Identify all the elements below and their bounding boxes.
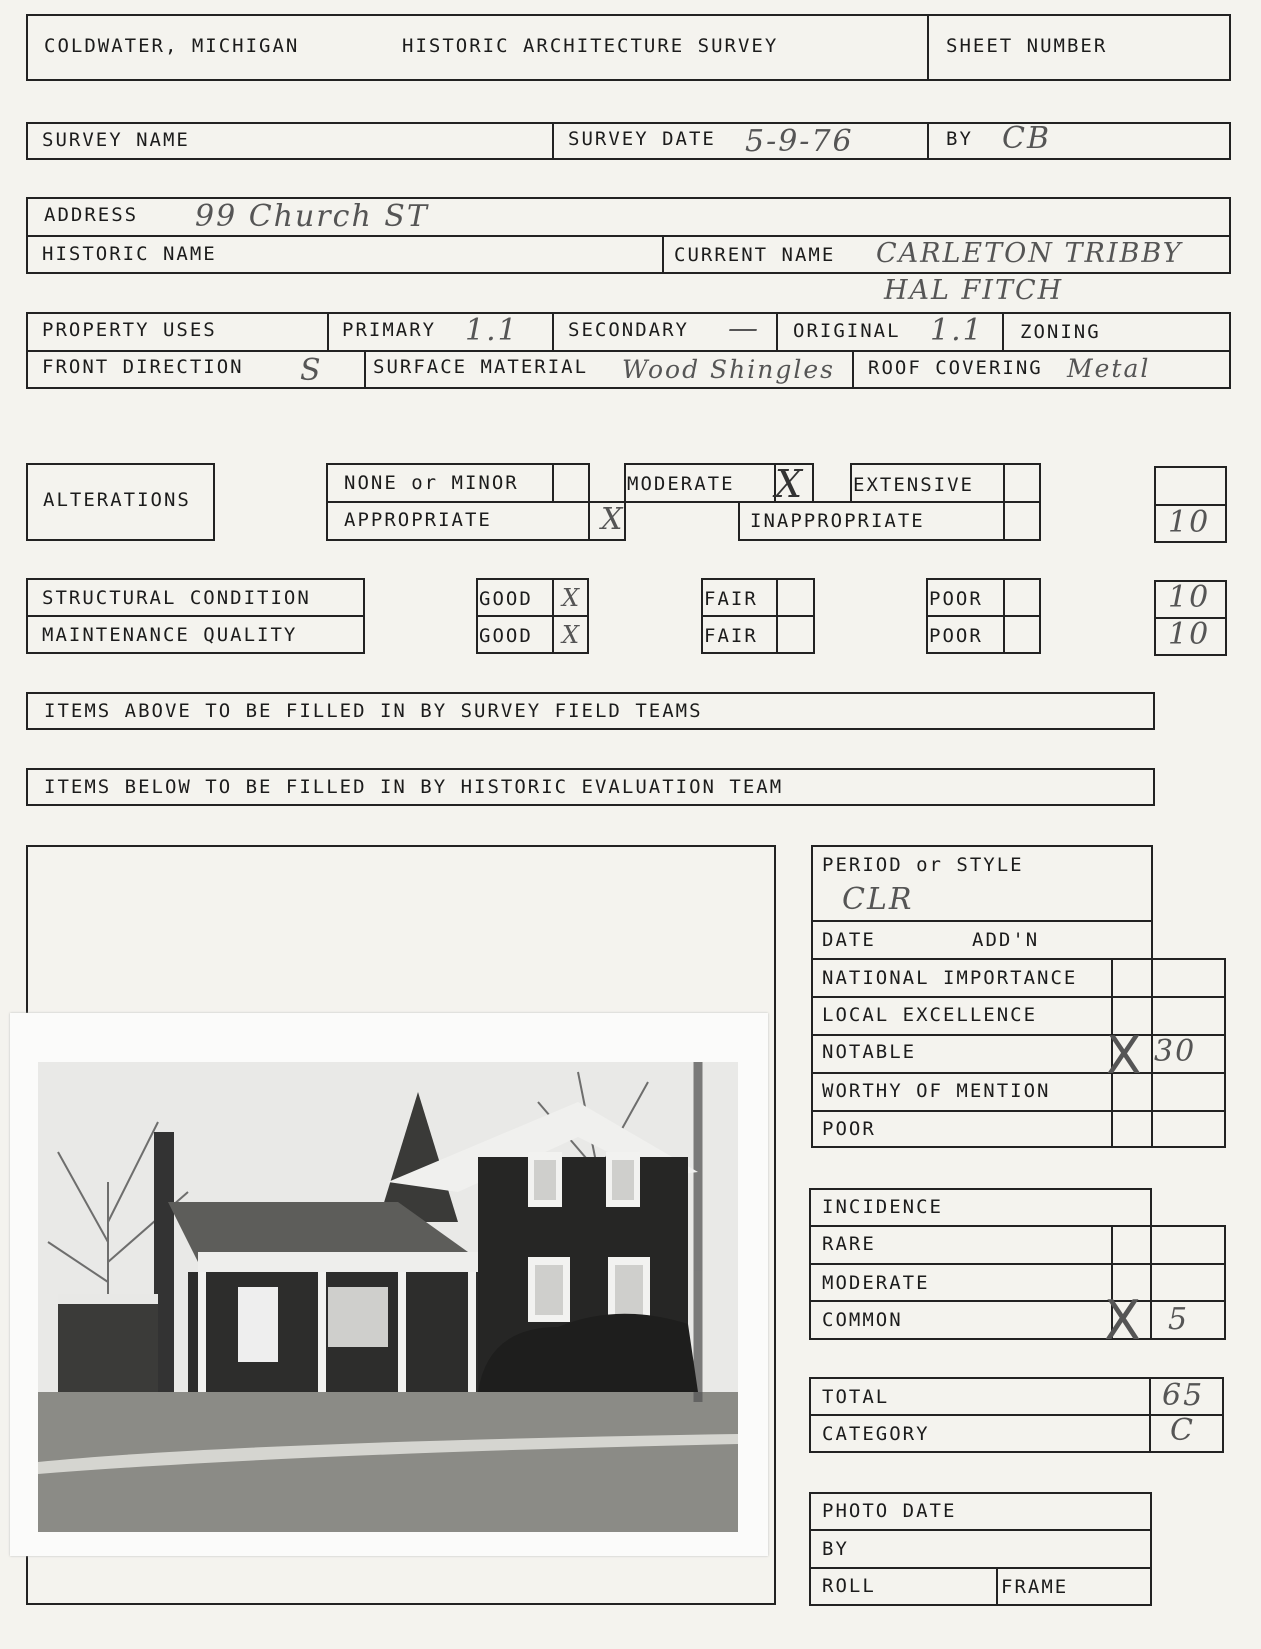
national-importance-label: NATIONAL IMPORTANCE [822,967,1078,989]
survey-date-value: 5-9-76 [745,124,854,159]
photo-info-line-1 [809,1529,1152,1531]
category-label: CATEGORY [822,1423,930,1445]
house-photograph [10,1013,768,1556]
poor-label-maintenance: POOR [929,625,983,647]
survey-name-label: SURVEY NAME [42,129,190,151]
front-direction-label: FRONT DIRECTION [42,356,244,378]
roof-covering-label: ROOF COVERING [868,357,1043,379]
structural-good-mark: X [562,584,582,612]
items-below-note: ITEMS BELOW TO BE FILLED IN BY HISTORIC EVALUATION TEAM [44,776,784,798]
local-excellence-label: LOCAL EXCELLENCE [822,1004,1038,1026]
survey-by-label: BY [946,128,973,150]
moderate-mark: X [775,462,805,506]
total-score-divider [1149,1377,1151,1453]
poor-divider [926,615,1041,617]
prop-div-3 [776,312,778,350]
poor-label-structural: POOR [929,588,983,610]
imp-line-2 [811,996,1226,998]
total-value: 65 [1162,1378,1205,1413]
none-minor-label: NONE or MINOR [344,472,519,494]
survey-divider-2 [927,122,929,160]
sheet-number-label: SHEET NUMBER [946,35,1108,57]
original-label: ORIGINAL [793,320,901,342]
fair-divider [701,615,815,617]
prop-div-2 [552,312,554,350]
current-name-value-2: HAL FITCH [884,275,1064,306]
maintenance-quality-label: MAINTENANCE QUALITY [42,624,298,646]
photo-date-label: PHOTO DATE [822,1500,957,1522]
survey-divider-1 [552,122,554,160]
inc-line-1 [809,1225,1224,1227]
roof-covering-value: Metal [1067,354,1151,383]
total-divider [809,1414,1224,1416]
notable-mark: X [1106,1026,1144,1086]
structural-score: 10 [1168,580,1211,615]
items-above-note: ITEMS ABOVE TO BE FILLED IN BY SURVEY FIELD TEAMS [44,700,703,722]
imp-line-5 [811,1110,1226,1112]
notable-label: NOTABLE [822,1041,917,1063]
inc-line-3 [809,1300,1224,1302]
inc-line-2 [809,1263,1224,1265]
survey-by-value: CB [1002,121,1051,156]
appropriate-mark: X [601,502,625,537]
none-minor-check-divider [552,463,554,503]
photo-by-label: BY [822,1538,849,1560]
property-uses-label: PROPERTY USES [42,319,217,341]
alterations-score: 10 [1168,505,1211,540]
form-title: HISTORIC ARCHITECTURE SURVEY [402,35,779,57]
property-divider [26,350,1231,352]
fair-label-structural: FAIR [704,588,758,610]
date-label: DATE [822,929,876,951]
address-value: 99 Church ST [195,199,429,234]
imp-line-6 [1111,1146,1226,1148]
moderate-label: MODERATE [627,473,735,495]
maintenance-score: 10 [1168,617,1211,652]
imp-score-right [1224,958,1226,1148]
condition-label-divider [26,615,365,617]
current-name-value-1: CARLETON TRIBBY [876,238,1183,269]
fair-check-divider [776,578,778,654]
moderate-incidence-label: MODERATE [822,1272,930,1294]
house-photo-illustration [38,1062,738,1532]
total-label: TOTAL [822,1386,890,1408]
incidence-label: INCIDENCE [822,1196,943,1218]
common-mark: X [1104,1289,1143,1352]
surface-material-value: Wood Shingles [622,355,835,384]
common-score: 5 [1168,1302,1190,1337]
photo-info-line-2 [809,1567,1152,1569]
address-label: ADDRESS [44,204,139,226]
surface-material-label: SURFACE MATERIAL [373,356,589,378]
prop-div-1 [327,312,329,350]
roll-frame-divider [996,1567,998,1606]
inc-score-right [1224,1225,1226,1340]
city-label: COLDWATER, MICHIGAN [44,35,300,57]
prop-div-6 [852,350,854,389]
addn-label: ADD'N [972,929,1040,951]
secondary-label: SECONDARY [568,319,689,341]
primary-value: 1.1 [465,313,519,348]
historic-name-label: HISTORIC NAME [42,243,217,265]
zoning-label: ZONING [1020,321,1101,343]
current-name-divider [662,235,664,274]
alterations-label: ALTERATIONS [43,489,191,511]
poor-eval-label: POOR [822,1118,876,1140]
period-label: PERIOD or STYLE [822,854,1024,876]
inappropriate-label: INAPPROPRIATE [750,510,925,532]
structural-condition-label: STRUCTURAL CONDITION [42,587,311,609]
extensive-label: EXTENSIVE [853,474,974,496]
address-divider [26,235,1231,237]
frame-label: FRAME [1001,1576,1069,1598]
poor-check-divider [1003,578,1005,654]
appropriate-check-divider [588,501,590,541]
current-name-label: CURRENT NAME [674,244,836,266]
good-label-maintenance: GOOD [479,625,533,647]
primary-label: PRIMARY [342,319,437,341]
fair-label-maintenance: FAIR [704,625,758,647]
good-divider [476,615,589,617]
good-check-divider [552,578,554,654]
maintenance-good-mark: X [562,621,582,649]
rare-label: RARE [822,1233,876,1255]
header-divider [927,14,929,81]
category-value: C [1170,1413,1195,1448]
survey-date-label: SURVEY DATE [568,128,716,150]
period-value: CLR [842,882,914,917]
imp-line-1 [811,958,1226,960]
prop-div-4 [1002,312,1004,350]
imp-line-4 [811,1072,1226,1074]
common-label: COMMON [822,1309,903,1331]
prop-div-5 [364,350,366,389]
front-direction-value: S [300,353,323,388]
appropriate-label: APPROPRIATE [344,509,492,531]
worthy-label: WORTHY OF MENTION [822,1080,1051,1102]
good-label-structural: GOOD [479,588,533,610]
secondary-value: — [728,311,760,346]
original-value: 1.1 [930,313,984,348]
notable-score: 30 [1154,1034,1197,1069]
roll-label: ROLL [822,1575,876,1597]
